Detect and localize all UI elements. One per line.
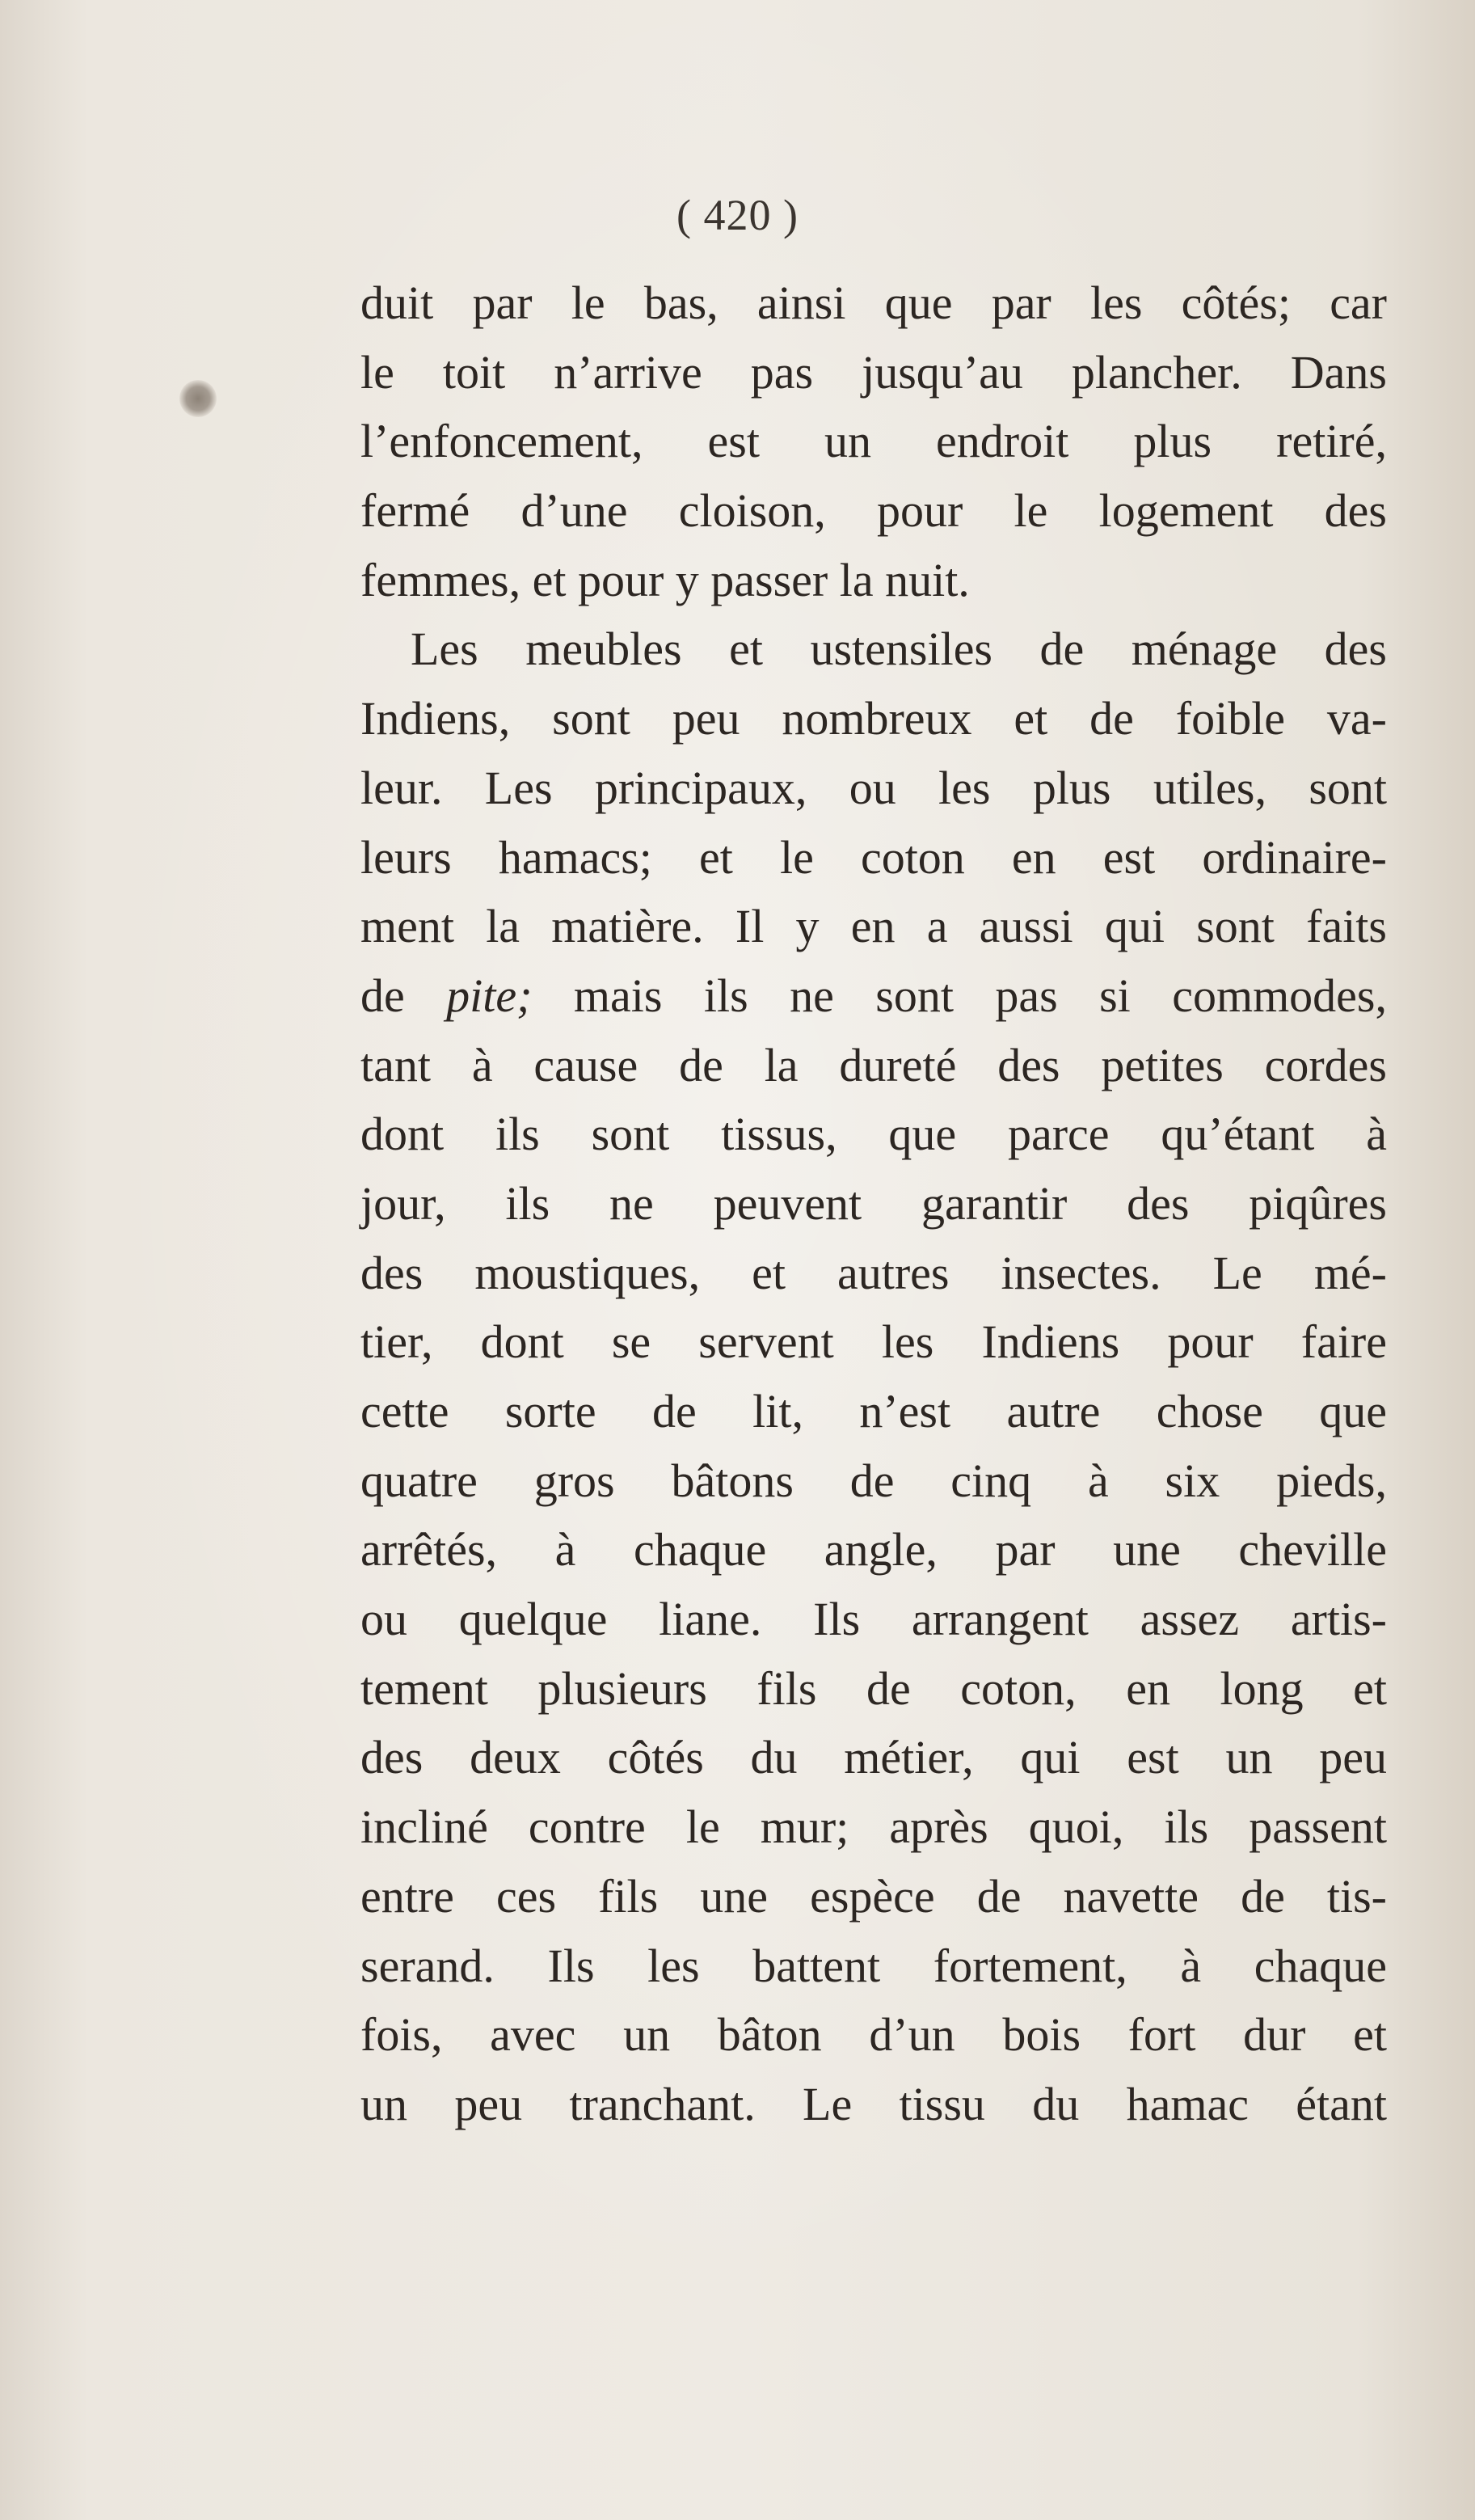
text-line: leurs hamacs; et le coton en est ordinaire-: [360, 830, 1387, 884]
text-line: serand. Ils les battent fortement, à chaque: [360, 1939, 1387, 1992]
text-line: cette sorte de lit, n’est autre chose que: [360, 1385, 1387, 1437]
text-segment: mais ils ne sont pas si commodes,: [532, 969, 1387, 1022]
text-line: femmes, et pour y passer la nuit.: [360, 553, 970, 606]
text-line: fermé d’une cloison, pour le logement des: [360, 484, 1387, 538]
italic-word: pite;: [446, 969, 533, 1022]
text-line: leur. Les principaux, ou les plus utiles, sont: [360, 761, 1387, 814]
text-line: l’enfoncement, est un endroit plus retiré,: [360, 415, 1387, 468]
text-line: le toit n’arrive pas jusqu’au plancher. Dans: [360, 345, 1387, 399]
text-line-with-italic: [360, 961, 1387, 1031]
text-line: des deux côtés du métier, qui est un peu: [360, 1731, 1387, 1784]
body-text: [360, 268, 1387, 2139]
text-line: quatre gros bâtons de cinq à six pieds,: [360, 1454, 1387, 1507]
text-line: incliné contre le mur; après quoi, ils passent: [360, 1800, 1387, 1854]
text-line: tement plusieurs fils de coton, en long et: [360, 1661, 1387, 1715]
text-line: ment la matière. Il y en a aussi qui sont faits: [360, 900, 1387, 953]
page-number: ( 420 ): [676, 191, 799, 239]
text-line: tant à cause de la dureté des petites cordes: [360, 1038, 1387, 1091]
ink-stain: [179, 380, 217, 417]
text-line: Les meubles et ustensiles de ménage des: [411, 623, 1387, 676]
text-line: arrêtés, à chaque angle, par une cheville: [360, 1523, 1387, 1577]
text-line: des moustiques, et autres insectes. Le mé-: [360, 1246, 1387, 1299]
text-line: un peu tranchant. Le tissu du hamac étant: [360, 2077, 1387, 2130]
text-line: tier, dont se servent les Indiens pour faire: [360, 1315, 1387, 1369]
text-line: Indiens, sont peu nombreux et de foible va-: [360, 692, 1387, 745]
text-line: fois, avec un bâton d’un bois fort dur et: [360, 2008, 1387, 2062]
text-line: ou quelque liane. Ils arrangent assez artis-: [360, 1593, 1387, 1646]
text-line: entre ces fils une espèce de navette de tis-: [360, 1869, 1387, 1923]
text-segment: de: [360, 969, 447, 1022]
text-line: dont ils sont tissus, que parce qu’étant à: [360, 1108, 1387, 1161]
text-line: duit par le bas, ainsi que par les côtés; car: [360, 276, 1387, 329]
text-line: jour, ils ne peuvent garantir des piqûres: [360, 1176, 1387, 1230]
